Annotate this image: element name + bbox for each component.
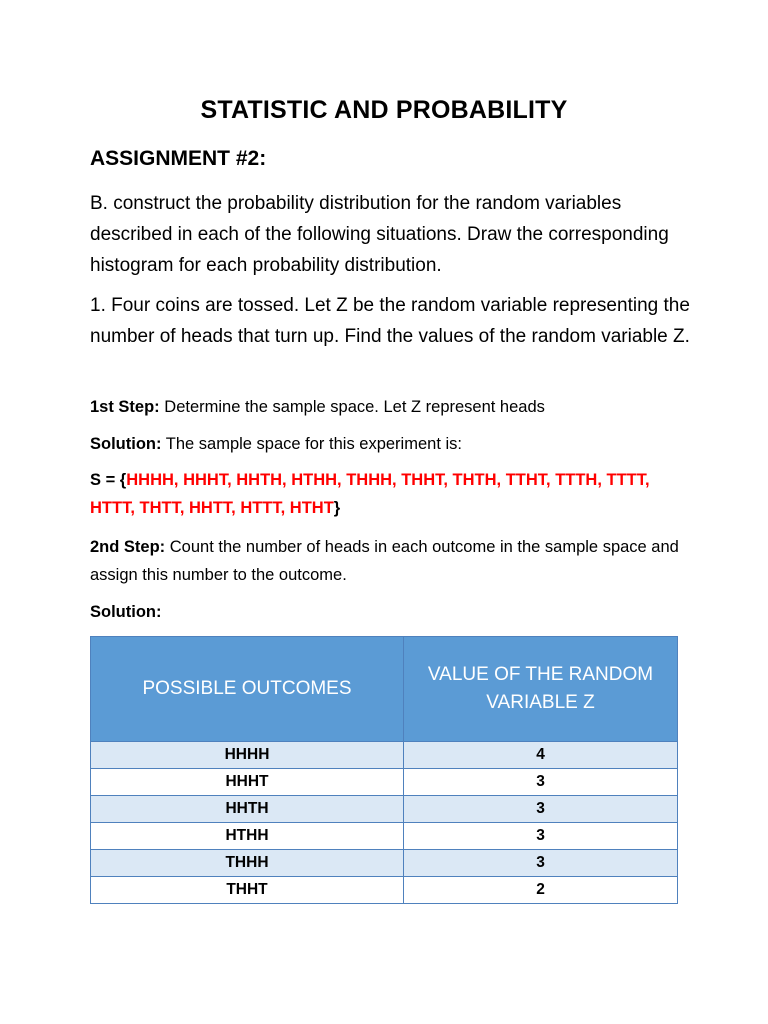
table-row [91, 769, 678, 796]
sample-space-suffix: } [333, 499, 341, 517]
solution2-label: Solution: [90, 603, 162, 621]
outcome-cell: THHT [91, 877, 404, 904]
instruction-paragraph: B. construct the probability distribution for the random variables described in each of the following situations. Draw the corresponding histogram for each probability distribution. [90, 193, 669, 276]
table-header-row [91, 637, 678, 742]
value-cell: 3 [404, 769, 678, 796]
step1-label: 1st Step: [90, 398, 160, 416]
value-cell: 3 [404, 796, 678, 823]
outcome-cell: HHTH [91, 796, 404, 823]
value-cell: 3 [404, 850, 678, 877]
outcome-cell: HHHH [91, 742, 404, 769]
outcome-cell: HTHH [91, 823, 404, 850]
table-row [91, 823, 678, 850]
sample-space-prefix: S = { [90, 471, 127, 489]
solution1-paragraph [90, 430, 690, 458]
outcome-cell: THHH [91, 850, 404, 877]
table-row [91, 742, 678, 769]
step2-label: 2nd Step: [90, 538, 166, 556]
outcome-cell: HHHT [91, 769, 404, 796]
value-cell: 4 [404, 742, 678, 769]
value-cell: 3 [404, 823, 678, 850]
sample-space-set [90, 466, 690, 522]
problem-paragraph: 1. Four coins are tossed. Let Z be the random variable representing the number of heads that turn up. Find the values of the random variable Z. [90, 295, 690, 347]
sample-space-outcomes: HHHH, HHHT, HHTH, HTHH, THHH, THHT, THTH, TTHT, TTTH, TTTT, HTTT, THTT, HHTT, HTTT, HTHT [90, 471, 650, 517]
step1-paragraph [90, 393, 690, 421]
outcomes-table-wrapper [90, 636, 678, 904]
header-possible-outcomes: POSSIBLE OUTCOMES [91, 637, 404, 742]
step2-text: Count the number of heads in each outcome in the sample space and assign this number to the outcome. [90, 538, 679, 584]
table-row [91, 796, 678, 823]
assignment-heading: ASSIGNMENT #2: [90, 147, 267, 170]
outcomes-table [90, 636, 678, 904]
header-random-variable: VALUE OF THE RANDOM VARIABLE Z [404, 637, 678, 742]
step1-text: Determine the sample space. Let Z represent heads [159, 398, 545, 416]
table-row [91, 877, 678, 904]
table-row [91, 850, 678, 877]
value-cell: 2 [404, 877, 678, 904]
solution1-text: The sample space for this experiment is: [161, 435, 462, 453]
solution1-label: Solution: [90, 435, 162, 453]
solution2-paragraph [90, 598, 690, 626]
page-title: STATISTIC AND PROBABILITY [200, 96, 568, 124]
step2-paragraph [90, 533, 690, 589]
